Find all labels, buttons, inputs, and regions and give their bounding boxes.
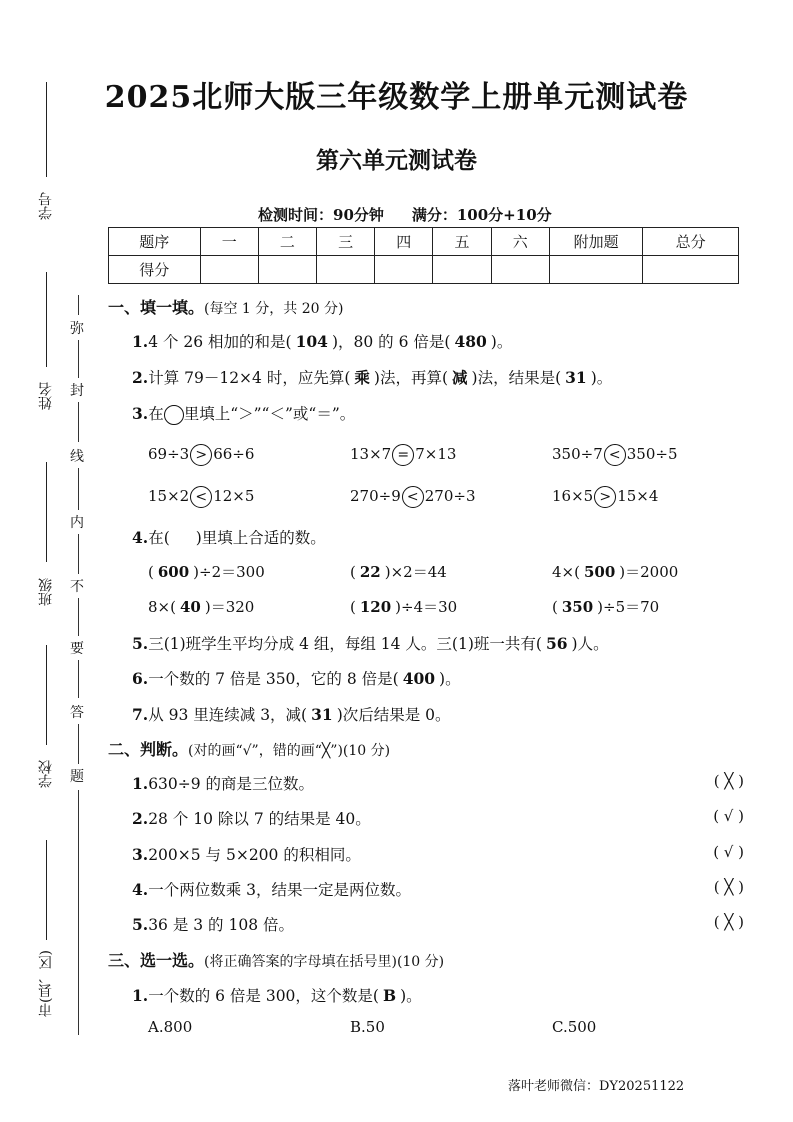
compare-right: 270÷3 <box>424 487 476 505</box>
score-input-cell[interactable] <box>549 256 643 284</box>
compare-sign: = <box>392 444 414 466</box>
question-number: 6. <box>132 669 149 688</box>
question-text: )。 <box>400 987 422 1005</box>
seal-line-5 <box>78 534 79 574</box>
field-label-class: 班级 <box>38 578 54 606</box>
question-1-7 <box>132 703 451 725</box>
seal-line-4 <box>78 468 79 510</box>
score-input-cell[interactable] <box>317 256 375 284</box>
judge-mark: ( √ ) <box>713 807 744 825</box>
compare-left: 270÷9 <box>350 487 401 505</box>
judge-mark: ( ╳ ) <box>713 772 744 790</box>
fill-text: ( <box>350 563 356 581</box>
judge-item <box>132 878 411 900</box>
fill-item <box>148 561 265 582</box>
fill-item <box>148 596 254 617</box>
score-input-cell[interactable] <box>375 256 433 284</box>
compare-left: 15×2 <box>148 487 190 505</box>
footer-watermark: 落叶老师微信：DY20251122 <box>508 1079 685 1094</box>
question-text: 28 个 10 除以 7 的结果是 40。 <box>148 810 371 828</box>
question-text: )法，再算( <box>373 369 449 387</box>
fill-item <box>350 561 447 582</box>
question-number: 4. <box>132 528 149 547</box>
compare-sign: < <box>604 444 626 466</box>
seal-char: 答 <box>70 705 84 721</box>
seal-line-6 <box>78 598 79 636</box>
question-number: 3. <box>132 845 149 864</box>
side-line-5 <box>46 840 47 940</box>
fill-text: ( <box>148 563 154 581</box>
seal-char: 弥 <box>70 321 84 337</box>
section-title: 二、判断。 <box>108 740 189 759</box>
table-cell: 五 <box>433 228 491 256</box>
seal-line-9 <box>78 790 79 1035</box>
question-number: 5. <box>132 634 149 653</box>
question-text: 里填上“＞”“＜”或“＝”。 <box>183 405 356 423</box>
section-3-heading <box>108 948 444 971</box>
field-label-name: 姓名 <box>38 382 54 410</box>
table-cell: 得分 <box>109 256 201 284</box>
fill-item <box>552 596 659 617</box>
question-number: 5. <box>132 915 149 934</box>
answer: 500 <box>583 563 616 581</box>
score-input-cell[interactable] <box>491 256 549 284</box>
question-number: 3. <box>132 404 149 423</box>
seal-char: 线 <box>70 449 84 465</box>
answer: 40 <box>179 598 201 616</box>
question-text: )人。 <box>571 635 609 653</box>
fill-text: )×2＝44 <box>384 563 447 581</box>
table-cell: 三 <box>317 228 375 256</box>
side-line-3 <box>46 462 47 562</box>
fill-text: )÷2＝300 <box>193 563 265 581</box>
answer: 350 <box>561 598 594 616</box>
question-text: 一个数的 6 倍是 300，这个数是( <box>148 987 379 1005</box>
fill-item <box>552 561 678 582</box>
question-text: )里填上合适的数。 <box>195 529 326 547</box>
field-label-student-id: 学号 <box>38 192 54 220</box>
section-note: (每空 1 分，共 20 分) <box>204 301 344 317</box>
answer: 31 <box>565 368 587 387</box>
side-line-4 <box>46 645 47 745</box>
table-cell: 题序 <box>109 228 201 256</box>
judge-mark: ( √ ) <box>713 843 744 861</box>
question-number: 2. <box>132 368 149 387</box>
compare-item <box>350 486 476 508</box>
compare-sign: > <box>190 444 212 466</box>
compare-right: 350÷5 <box>626 445 678 463</box>
page-subtitle: 第六单元测试卷 <box>316 147 477 174</box>
compare-left: 69÷3 <box>148 445 190 463</box>
question-text: 三(1)班学生平均分成 4 组，每组 14 人。三(1)班一共有( <box>148 635 542 653</box>
section-note: (对的画“√”，错的画“╳”)(10 分) <box>188 743 391 759</box>
question-text: 在 <box>148 405 164 423</box>
score-input-cell[interactable] <box>258 256 316 284</box>
table-row <box>109 256 739 284</box>
fill-text: ( <box>350 598 356 616</box>
compare-item <box>552 486 658 508</box>
score-input-cell[interactable] <box>433 256 491 284</box>
section-1-heading <box>108 295 343 318</box>
question-1-3 <box>132 402 355 425</box>
answer: 120 <box>359 598 392 616</box>
answer: 22 <box>359 563 381 581</box>
compare-item <box>148 486 254 508</box>
field-label-city: 市(县、区) <box>38 950 54 1017</box>
question-number: 7. <box>132 705 149 724</box>
question-text: 一个数的 7 倍是 350，它的 8 倍是( <box>148 670 399 688</box>
question-number: 1. <box>132 986 149 1005</box>
seal-line-8 <box>78 724 79 764</box>
seal-line-7 <box>78 660 79 698</box>
question-text: )。 <box>439 670 461 688</box>
compare-sign: < <box>402 486 424 508</box>
score-input-cell[interactable] <box>200 256 258 284</box>
question-1-2 <box>132 366 612 388</box>
answer: 56 <box>545 634 568 653</box>
compare-sign: > <box>594 486 616 508</box>
page-title: 2025北师大版三年级数学上册单元测试卷 <box>104 80 689 115</box>
fill-text: )÷5＝70 <box>597 598 660 616</box>
question-text: )法，结果是( <box>471 369 562 387</box>
question-text: 在( <box>148 529 170 547</box>
judge-item <box>132 772 314 794</box>
question-1-4 <box>132 526 326 548</box>
answer: 乘 <box>354 368 370 387</box>
fill-text: )＝2000 <box>619 563 679 581</box>
judge-item <box>132 807 371 829</box>
answer: B <box>382 986 397 1005</box>
circle-icon <box>164 405 184 425</box>
answer: 400 <box>402 669 436 688</box>
fill-text: )÷4＝30 <box>395 598 458 616</box>
field-label-school: 学校 <box>38 760 54 788</box>
fill-text: )＝320 <box>204 598 255 616</box>
judge-item <box>132 913 294 935</box>
section-title: 三、选一选。 <box>108 951 205 970</box>
section-title: 一、填一填。 <box>108 298 205 317</box>
fill-text: 8×( <box>148 598 176 616</box>
seal-char: 不 <box>70 579 84 595</box>
question-text: )。 <box>490 333 513 351</box>
question-text: 计算 79－12×4 时，应先算( <box>148 369 351 387</box>
table-cell: 六 <box>491 228 549 256</box>
compare-right: 15×4 <box>617 487 659 505</box>
question-text: 200×5 与 5×200 的积相同。 <box>148 846 361 864</box>
compare-left: 16×5 <box>552 487 594 505</box>
section-note: (将正确答案的字母填在括号里)(10 分) <box>204 954 445 970</box>
compare-item <box>148 444 254 466</box>
time-label: 检测时间：90分钟 <box>258 206 384 224</box>
compare-right: 66÷6 <box>213 445 255 463</box>
question-text: 630÷9 的商是三位数。 <box>148 775 315 793</box>
compare-right: 7×13 <box>415 445 457 463</box>
question-1-5 <box>132 632 609 654</box>
table-cell: 附加题 <box>549 228 643 256</box>
seal-line-1 <box>78 295 79 315</box>
table-cell: 一 <box>200 228 258 256</box>
compare-item <box>552 444 678 466</box>
question-3-1 <box>132 984 422 1006</box>
question-1-6 <box>132 667 461 689</box>
score-table <box>108 227 739 284</box>
table-cell: 四 <box>375 228 433 256</box>
option-a: A.800 <box>148 1018 193 1036</box>
seal-char: 内 <box>70 515 84 531</box>
side-line-2 <box>46 272 47 367</box>
table-cell: 二 <box>258 228 316 256</box>
option-c: C.500 <box>552 1018 597 1036</box>
seal-char: 题 <box>70 769 84 785</box>
score-input-cell[interactable] <box>643 256 739 284</box>
section-2-heading <box>108 737 390 760</box>
compare-item <box>350 444 456 466</box>
seal-line-2 <box>78 340 79 378</box>
question-number: 1. <box>132 332 149 351</box>
fill-item <box>350 596 457 617</box>
question-text: 从 93 里连续减 3，减( <box>148 706 308 724</box>
table-row <box>109 228 739 256</box>
answer: 600 <box>157 563 190 581</box>
question-text: )。 <box>590 369 613 387</box>
question-number: 4. <box>132 880 149 899</box>
question-text: )，80 的 6 倍是( <box>331 333 451 351</box>
answer: 480 <box>454 332 487 351</box>
option-b: B.50 <box>350 1018 385 1036</box>
compare-sign: < <box>190 486 212 508</box>
answer: 31 <box>311 705 333 724</box>
question-text: 一个两位数乘 3，结果一定是两位数。 <box>148 881 411 899</box>
answer: 104 <box>295 332 328 351</box>
table-cell: 总分 <box>643 228 739 256</box>
judge-mark: ( ╳ ) <box>713 913 744 931</box>
fill-text: 4×( <box>552 563 580 581</box>
judge-mark: ( ╳ ) <box>713 878 744 896</box>
compare-right: 12×5 <box>213 487 255 505</box>
exam-meta <box>258 204 552 225</box>
answer: 减 <box>452 368 468 387</box>
question-number: 1. <box>132 774 149 793</box>
question-number: 2. <box>132 809 149 828</box>
question-text: 4 个 26 相加的和是( <box>148 333 292 351</box>
judge-item <box>132 843 361 865</box>
seal-line-3 <box>78 402 79 442</box>
seal-char: 封 <box>70 383 84 399</box>
compare-left: 13×7 <box>350 445 392 463</box>
fill-text: ( <box>552 598 558 616</box>
compare-left: 350÷7 <box>552 445 603 463</box>
question-1-1 <box>132 330 512 352</box>
score-label: 满分：100分+10分 <box>411 206 552 224</box>
seal-char: 要 <box>70 641 84 657</box>
question-text: )次后结果是 0。 <box>336 706 451 724</box>
question-text: 36 是 3 的 108 倍。 <box>148 916 294 934</box>
